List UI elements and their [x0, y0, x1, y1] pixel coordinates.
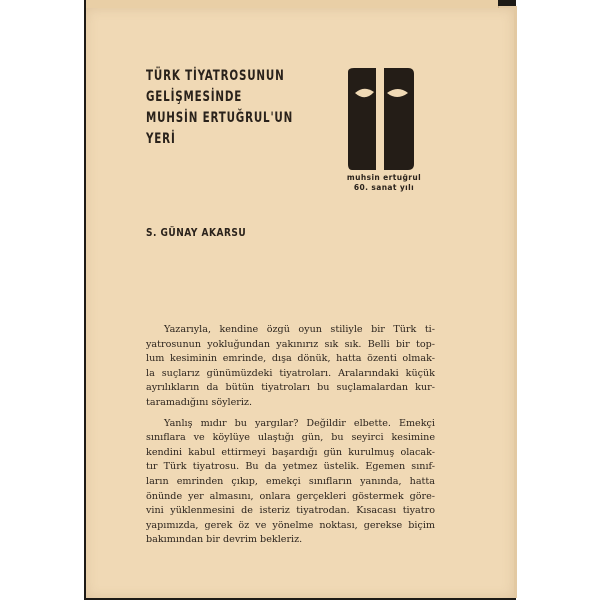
logo-left-block — [348, 68, 376, 170]
text-line: Yazarıyla, kendine özgü oyun stiliyle bir Türk ti- — [164, 324, 435, 335]
text-line: kendini kabul ettirmeyi başardığı gün kurulmuş olacak- — [146, 446, 435, 458]
title-line: TÜRK TİYATROSUNUN — [146, 68, 285, 84]
text-line: yapımızda, gerek öz ve yönelme noktası, gerekse biçim — [146, 519, 435, 531]
logo-caption — [338, 173, 430, 193]
logo-caption-line: 60. sanat yılı — [353, 183, 415, 192]
text-line: Yanlış mıdır bu yargılar? Değildir elbette. Emekçi — [164, 417, 435, 429]
text-line: taramadığını söyleriz. — [146, 396, 253, 408]
text-line: sınıflara ve köylüye ulaştığı gün, bu seyirci kesimine — [146, 432, 435, 444]
text-line: yatrosunun yokluğundan yakınırız sık sık. Belli bir top- — [146, 338, 435, 350]
logo-caption-line: muhsin ertuğrul — [346, 173, 422, 182]
paragraph — [146, 417, 435, 548]
theater-mask-logo-icon — [346, 68, 416, 170]
text-line: tır Türk tiyatrosu. Bu da yetmez üstelik. Egemen sınıf- — [146, 461, 435, 473]
text-line: vini yüklenmesini de isteriz tiyatrodan. Kısacası tiyatro — [146, 505, 435, 517]
text-line: ların emrinden çıkıp, emekçi sınıfların yanında, hatta — [146, 475, 435, 487]
logo-right-block — [384, 68, 414, 170]
text-line: ayrılıkların da bütün tiyatroları bu suçlamalardan kur- — [146, 382, 435, 394]
paragraph — [146, 323, 435, 411]
title-line: MUHSİN ERTUĞRUL'UN — [146, 110, 294, 126]
article-title — [146, 66, 293, 150]
author-name: S. GÜNAY AKARSU — [146, 226, 247, 239]
text-line: lum kesiminin emrinde, dışa dönük, hatta özenti olmak- — [146, 353, 435, 365]
page-top-strip — [86, 0, 498, 8]
text-line: bakımından bir devrim bekleriz. — [146, 534, 303, 546]
text-line: la suçlarız günümüzdeki tiyatroları. Aralarındaki küçük — [146, 367, 435, 379]
title-line: YERİ — [146, 131, 176, 147]
text-line: önünde yer almasını, onlara gerçekleri göstermek göre- — [146, 490, 435, 502]
title-line: GELİŞMESİNDE — [146, 89, 243, 105]
article-body — [146, 323, 435, 554]
logo-center-notch — [376, 78, 384, 82]
